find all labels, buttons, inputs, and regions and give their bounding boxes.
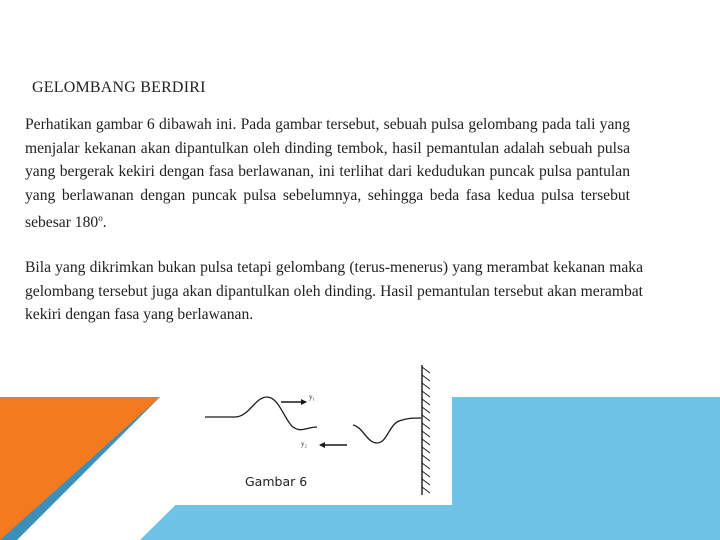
label-y1: y₁	[309, 393, 315, 401]
reflected-pulse	[353, 418, 421, 443]
slide-title: GELOMBANG BERDIRI	[32, 79, 206, 96]
paragraph-1-text: Perhatikan gambar 6 dibawah ini. Pada gambar tersebut, sebuah pulsa gelombang pada tali yang menjalar kekanan akan dipantulkan oleh dinding tembok, hasil pemantulan adalah sebuah pulsa yang bergerak kekiri dengan fasa berlawanan, ini terlihat dari kedudukan puncak pulsa pantulan yang berlawanan dengan puncak pulsa sebelumnya, sehingga beda fasa kedua pulsa tersebut sebesar 180	[25, 116, 630, 232]
paragraph-1-period: .	[102, 214, 107, 232]
wall-icon	[422, 365, 430, 495]
figure-6	[167, 355, 452, 505]
paragraph-1	[25, 113, 630, 235]
paragraph-2: Bila yang dikrimkan bukan pulsa tetapi gelombang (terus-menerus) yang merambat kekanan maka gelombang tersebut juga akan dipantulkan oleh dinding. Hasil pemantulan tersebut akan merambat kekiri dengan fasa yang berlawanan.	[25, 259, 643, 323]
figure-caption: Gambar 6	[245, 474, 308, 489]
label-y2: y₂	[301, 440, 307, 448]
wave-diagram	[167, 355, 452, 505]
degree-superscript: o	[98, 213, 103, 223]
